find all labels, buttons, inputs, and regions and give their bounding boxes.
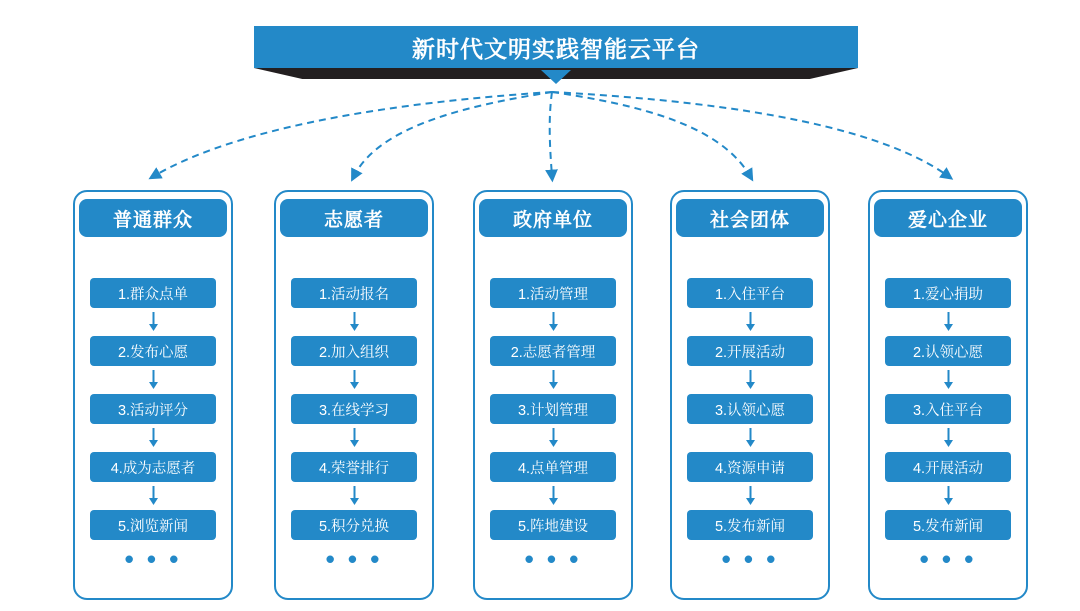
list-item[interactable] bbox=[885, 394, 1011, 424]
list-item-label: 3.认领心愿 bbox=[714, 402, 786, 419]
arrow-down-icon bbox=[276, 366, 432, 394]
list-item-label: 2.加入组织 bbox=[318, 344, 390, 361]
platform-title-banner bbox=[254, 26, 858, 68]
arrow-down-icon bbox=[475, 482, 631, 510]
list-item[interactable] bbox=[291, 336, 417, 366]
arrow-down-icon bbox=[475, 366, 631, 394]
list-item[interactable] bbox=[885, 510, 1011, 540]
list-item[interactable] bbox=[687, 394, 813, 424]
list-item-label: 4.资源申请 bbox=[714, 460, 786, 477]
role-column-3 bbox=[670, 190, 830, 600]
list-item[interactable] bbox=[90, 510, 216, 540]
list-item-label: 3.入住平台 bbox=[912, 402, 984, 419]
list-item[interactable] bbox=[291, 452, 417, 482]
list-item-label: 2.发布心愿 bbox=[117, 344, 189, 361]
list-item[interactable] bbox=[490, 510, 616, 540]
list-item-label: 5.积分兑换 bbox=[318, 518, 390, 535]
list-item[interactable] bbox=[687, 278, 813, 308]
role-column-2 bbox=[473, 190, 633, 600]
list-item-label: 4.开展活动 bbox=[912, 460, 984, 477]
role-item-list-1 bbox=[276, 278, 432, 572]
more-indicator: • • • bbox=[325, 544, 383, 574]
role-header-4[interactable] bbox=[874, 199, 1022, 237]
list-item-label: 5.浏览新闻 bbox=[117, 518, 189, 535]
arrow-down-icon bbox=[672, 308, 828, 336]
list-item-label: 1.入住平台 bbox=[714, 286, 786, 303]
list-item[interactable] bbox=[291, 394, 417, 424]
list-item[interactable] bbox=[885, 278, 1011, 308]
more-indicator: • • • bbox=[524, 544, 582, 574]
list-item-label: 3.活动评分 bbox=[117, 402, 189, 419]
role-item-list-3 bbox=[672, 278, 828, 572]
role-header-0[interactable] bbox=[79, 199, 227, 237]
role-item-list-4 bbox=[870, 278, 1026, 572]
role-item-list-2 bbox=[475, 278, 631, 572]
arrow-down-icon bbox=[276, 308, 432, 336]
list-item[interactable] bbox=[885, 452, 1011, 482]
arrow-down-icon bbox=[75, 482, 231, 510]
page-title: 新时代文明实践智能云平台 bbox=[412, 35, 700, 62]
role-header-label: 志愿者 bbox=[323, 209, 384, 231]
list-item[interactable] bbox=[90, 452, 216, 482]
arrow-down-icon bbox=[870, 308, 1026, 336]
list-item-label: 4.点单管理 bbox=[517, 460, 589, 477]
list-item-label: 5.发布新闻 bbox=[714, 518, 786, 535]
role-header-label: 政府单位 bbox=[512, 209, 593, 231]
arrow-down-icon bbox=[672, 482, 828, 510]
role-column-4 bbox=[868, 190, 1028, 600]
list-item[interactable] bbox=[291, 278, 417, 308]
list-item[interactable] bbox=[490, 452, 616, 482]
role-header-label: 普通群众 bbox=[112, 209, 193, 231]
list-item[interactable] bbox=[490, 278, 616, 308]
arrow-down-icon bbox=[870, 424, 1026, 452]
list-item-label: 1.群众点单 bbox=[117, 286, 189, 303]
list-item-label: 1.活动报名 bbox=[318, 286, 390, 303]
list-item[interactable] bbox=[90, 394, 216, 424]
list-item-label: 5.发布新闻 bbox=[912, 518, 984, 535]
role-header-3[interactable] bbox=[676, 199, 824, 237]
list-item[interactable] bbox=[687, 336, 813, 366]
list-item-label: 5.阵地建设 bbox=[517, 518, 589, 535]
arrow-down-icon bbox=[75, 424, 231, 452]
role-column-0 bbox=[73, 190, 233, 600]
list-item[interactable] bbox=[90, 336, 216, 366]
more-indicator: • • • bbox=[919, 544, 977, 574]
list-item-label: 2.志愿者管理 bbox=[510, 344, 596, 361]
list-item-label: 4.荣誉排行 bbox=[318, 460, 390, 477]
list-item[interactable] bbox=[490, 336, 616, 366]
list-item-label: 1.活动管理 bbox=[517, 286, 589, 303]
role-item-list-0 bbox=[75, 278, 231, 572]
list-item-label: 3.计划管理 bbox=[517, 402, 589, 419]
list-item[interactable] bbox=[90, 278, 216, 308]
role-header-label: 爱心企业 bbox=[907, 209, 988, 231]
arrow-down-icon bbox=[870, 366, 1026, 394]
arrow-down-icon bbox=[475, 424, 631, 452]
more-indicator: • • • bbox=[721, 544, 779, 574]
list-item-label: 1.爱心捐助 bbox=[912, 286, 984, 303]
more-indicator: • • • bbox=[124, 544, 182, 574]
arrow-down-icon bbox=[870, 482, 1026, 510]
list-item-label: 3.在线学习 bbox=[318, 402, 390, 419]
list-item-label: 2.认领心愿 bbox=[912, 344, 984, 361]
list-item-label: 4.成为志愿者 bbox=[110, 460, 196, 477]
list-item[interactable] bbox=[490, 394, 616, 424]
role-column-1 bbox=[274, 190, 434, 600]
arrow-down-icon bbox=[672, 424, 828, 452]
arrow-down-icon bbox=[276, 424, 432, 452]
arrow-down-icon bbox=[276, 482, 432, 510]
role-header-2[interactable] bbox=[479, 199, 627, 237]
role-header-label: 社会团体 bbox=[709, 209, 790, 231]
list-item[interactable] bbox=[687, 510, 813, 540]
list-item[interactable] bbox=[291, 510, 417, 540]
arrow-down-icon bbox=[672, 366, 828, 394]
arrow-down-icon bbox=[475, 308, 631, 336]
role-columns bbox=[0, 190, 1080, 605]
arrow-down-icon bbox=[75, 366, 231, 394]
arrow-down-icon bbox=[75, 308, 231, 336]
list-item[interactable] bbox=[687, 452, 813, 482]
role-header-1[interactable] bbox=[280, 199, 428, 237]
list-item-label: 2.开展活动 bbox=[714, 344, 786, 361]
list-item[interactable] bbox=[885, 336, 1011, 366]
banner-down-arrow-icon bbox=[541, 70, 571, 84]
